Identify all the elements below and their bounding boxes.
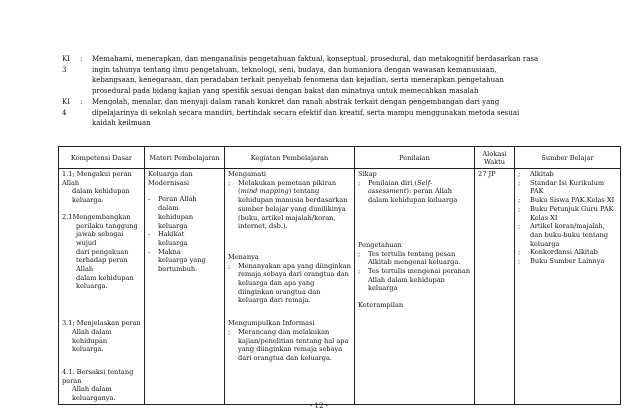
materi-intro: Modernisasi — [148, 178, 190, 187]
header-alokasi: Alokasi Waktu — [475, 147, 515, 169]
ki3-line: Memahami, menerapkan, dan menganalisis pengetahuan faktual, konseptual, prosedural, dan metakognitif berdasarkan rasa — [92, 55, 539, 63]
ki4-line: dipelajarinya di sekolah secara mandiri, bertindak secara efektif dan kreatif, serta mampu menggunakan metoda sesuai — [92, 108, 520, 117]
syllabus-table — [58, 146, 621, 405]
ki3-line: kebangsaan, kenegaraan, dan peradaban terkait penyebab fenomena dan kejadian, serta menerapkan pengetahuan — [92, 76, 504, 85]
cell-materi — [145, 169, 225, 405]
list-item: ; Buku Siswa PAK Kelas XI — [518, 196, 615, 205]
ki3-line: prosedural pada bidang kajian yang spesifik sesuai dengan bakat dan minatnya untuk memecahkan masalah — [92, 86, 479, 95]
kd-text: keluarga. — [72, 345, 104, 354]
kd-text: dalam kehidupan — [72, 187, 130, 196]
table-header-row — [59, 147, 621, 169]
ki4-line: Mengolah, menalar, dan menyaji dalam ranah konkret dan ranah abstrak terkait dengan pengembangan dari yang — [92, 98, 500, 106]
kd-text: keluarganya. — [72, 394, 116, 403]
header-penilaian: Penilaian — [355, 147, 475, 169]
list-item: ; Tes tertulis tentang pesan Alkitab mengenai keluarga. — [358, 249, 461, 267]
ki4-line: kaidah keilmuan — [92, 119, 151, 128]
kegiatan-title: Mengamati — [228, 170, 266, 178]
kd-text: dari pengakuan — [76, 247, 129, 256]
list-item: ; Buku Petunjuk Guru PAK Kelas XI — [518, 204, 614, 222]
kd-text: dalam kehidupan — [76, 273, 134, 282]
kd-text: jawab sebagai wujud — [76, 230, 124, 247]
header-materi: Materi Pembelajaran — [145, 147, 225, 169]
list-item: ; Tes tertulis mengenai peranan Allah dalam kehidupan keluarga — [358, 266, 471, 293]
list-item: - Makna keluarga yang bertumbuh. — [148, 247, 206, 274]
kd-text: keluarga. — [76, 282, 108, 291]
ki3-description — [92, 54, 612, 96]
penilaian-title: Sikap — [358, 170, 377, 178]
penilaian-title: Keterampilan — [358, 301, 404, 310]
kd-text: 3.1; Menjelaskan peran — [62, 319, 141, 328]
kd-text: Allah dalam kehidupan — [72, 327, 112, 345]
kd-text: 4.1. Bersaksi tentang peran — [62, 367, 134, 385]
list-item: ; Menanyakan apa yang diinginkan remaja sebaya dari orangtua dan keluarga dan apa yang diinginkan orangtua dan keluarga dari remaja. — [228, 261, 351, 305]
ki3-line: ingin tahunya tentang ilmu pengetahuan, teknologi, seni, budaya, dan humaniora dengan wawasan kemanusiaan, — [92, 65, 497, 74]
list-item: ; Artikel koran/majalah, dan buku-buku tentang keluarga — [518, 222, 609, 248]
list-item: ; Buku Sumber Lainnya — [518, 257, 605, 266]
list-item: ; Standar Isi Kurikulum PAK — [518, 178, 605, 196]
kd-text: perilaku tanggung — [76, 221, 138, 230]
header-kompetensi-dasar: Kompetensi Dasar — [59, 147, 145, 169]
list-item: ; Merancang dan melakukan kajian/penelitian tentang hal apa yang diinginkan remaja sebaya dari orangtua dan keluarga. — [228, 327, 349, 362]
kd-text: Allah dalam — [72, 385, 112, 394]
list-item: ; Alkitab — [518, 170, 554, 178]
list-item: ; Konkordansi Alkitab — [518, 248, 598, 257]
ki3-code: KI 3 — [62, 55, 70, 74]
header-sumber: Sumber Belajar — [515, 147, 621, 169]
list-item: ; Melakukan pemetaan pikiran (mind mapping) tentang kehidupan manusia berdasarkan sumber belajar yang dimilikinya (buku, artikel majalah/koran, internet, dsb.). — [228, 178, 348, 231]
kegiatan-title: Mengumpulkan Informasi — [228, 319, 315, 328]
list-item: - Peran Allah dalam kehidupan keluarga — [148, 195, 197, 230]
list-item: ; Penilaian diri (Self-assessment): peran Allah dalam kehidupan keluarga — [358, 178, 458, 205]
ki4-description — [92, 97, 612, 129]
kegiatan-title: Menanya — [228, 252, 259, 261]
kd-text: 2.1Mengembangkan — [62, 212, 131, 221]
page-number: - 12 - — [309, 402, 329, 410]
cell-penilaian — [355, 169, 475, 405]
kd-text: 1.1; Mengakui peran Allah — [62, 170, 132, 187]
cell-sumber — [515, 169, 621, 405]
table-row — [59, 169, 621, 405]
materi-intro: Keluarga dan — [148, 170, 193, 178]
cell-kompetensi-dasar — [59, 169, 145, 405]
ki4-code: KI 4 — [62, 98, 70, 117]
penilaian-title: Pengetahuan — [358, 240, 402, 249]
ki3-colon: : — [80, 55, 83, 63]
cell-kegiatan — [225, 169, 355, 405]
ki4-colon: : — [80, 98, 83, 106]
cell-alokasi: 27 JP — [475, 169, 515, 405]
list-item: - Hakikat keluarga — [148, 230, 188, 247]
header-kegiatan: Kegiatan Pembelajaran — [225, 147, 355, 169]
kd-text: terhadap peran Allah — [76, 256, 128, 274]
kd-text: keluarga. — [72, 196, 104, 205]
